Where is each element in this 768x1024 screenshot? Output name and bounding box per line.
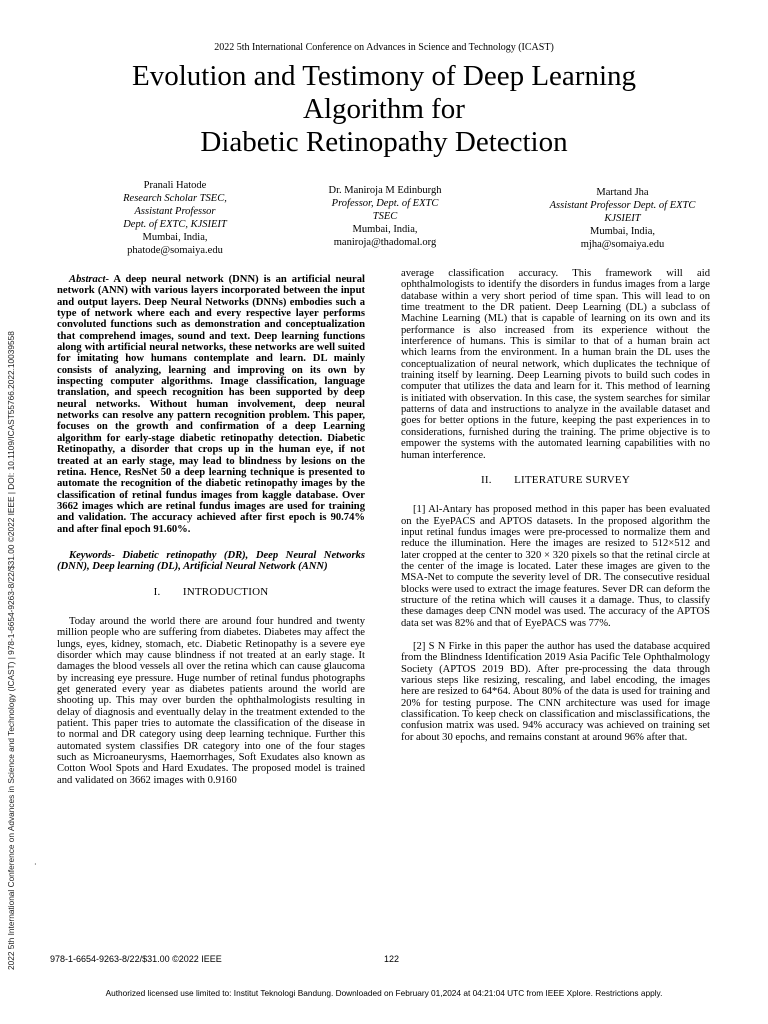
conference-header: 2022 5th International Conference on Advances in Science and Technology (ICAST) [214,42,554,53]
title-line: Diabetic Retinopathy Detection [200,126,568,158]
stray-dot: · [34,860,37,869]
author-email: maniroja@thadomal.org [333,237,437,248]
section-heading-literature: II. LITERATURE SURVEY [481,473,630,486]
page-number: 122 [384,954,400,964]
right-column [401,268,710,743]
author-email: mjha@somaiya.edu [580,239,665,250]
author-block-3 [525,186,720,251]
title-line: Algorithm for [303,93,465,125]
sidebar-text: 2022 5th International Conference on Advances in Science and Technology (ICAST) | 978-1-6654-9263-8/22/$31.00 ©2022 IEEE | DOI: 10.1109/ICAST55766.2022.10039558 [6,331,16,970]
abstract-text: A deep neural network (DNN) is an artificial neural network (ANN) with various layers incorporated between the input and output layers. Deep Neural Networks (DNNs) embodies such a type of network where each and every respective layer performs convoluted functions such as demonstration and conceptualization that comprehend images, sound and text. Deep learning functions along with artificial neural networks, these networks are well suited for imitating how humans contemplate and learn. DL mainly consists of analyzing, learning and improving on its own by inspecting computer algorithms. Image classification, language translation, and speech recognition has been supported by deep neural networks. Without human involvement, deep neural networks can resolve any pattern recognition problem. This paper, focuses on the growth and confirmation of a deep Learning algorithm for early-stage diabetic retinopathy detection. Diabetic Retinopathy, a disorder that crops up in the human eye, if not treated at an early stage, may lead to blindness by lesions on the retina. Hence, ResNet 50 a deep learning technique is presented to automate the recognition of the diabetic retinopathy images by the classification of retinal fundus images from kaggle database. Over 3662 images which are retinal fundus images are used for training and validation. The accuracy achieved after first epoch is 90.74% and after final epoch 91.60%. [57,274,365,535]
author-name: Dr. Maniroja M Edinburgh [328,185,442,196]
author-location: Mumbai, India, [352,224,418,235]
author-block-1 [100,179,250,257]
intro-continued: average classification accuracy. This framework will aid ophthalmologists to identify the disorders in fundus images from a large database within a very short period of time span. This will lead to on time treatment to the DR patient. Deep Learning (DL) a subclass of Machine Learning (ML) that is capable of learning on its own and its performance is also increased from its experience without the interference of humans. This is similar to that of a human brain act which learns from the environment. In a human brain the DL uses the conceptualization of neural network, which duplicates the technique of training itself by learning. Deep Learning pivots to build such codes in computer that utilizes the data and learn for it. This method of learning is initiated with observation. In this case, the system searches for similar patterns of data and instructions to analyze in the available dataset and goes for better options in the future, keeping the past experiences in to considerations, furnished during the training. The prime objective is to empower the systems with the automated learning capabilities with no human interference. [401,268,710,461]
abstract-label: Abstract- [69,274,110,285]
author-role: Assistant Professor Dept. of EXTC [549,200,696,211]
paper-title [60,60,708,159]
literature-paragraph-2: [2] S N Firke in this paper the author has used the database acquired from the Blindness Identification 2019 Asia Pacific Tele Ophthalmology Society (APTOS 2019 BD). After pre-processing the data through various steps like resizing, rescaling, and label encoding, the images here are resized to 64*64. About 80% of the data is used for training and 20% for testing purpose. The CNN architecture was used for image classification. To keep check on classification and misclassifications, the confusion matrix was used. 94% accuracy was achieved on training set for about 30 epochs, and remains constant at around 96% after that. [401,640,710,743]
abstract [57,274,365,535]
intro-paragraph: Today around the world there are around four hundred and twenty million people who are suffering from diabetes. Diabetes may affect the lungs, eyes, kidney, stomach, etc. Diabetic Retinopathy is a severe eye disorder which may cause blindness if not treated at an early stage. It damages the blood vessels all over the retina which can cause glaucoma by increasing eye pressure. Huge number of retinal fundus photographs get generated every year as diabetes patients around the world are shooting up. This may over burden the ophthalmologists resulting in delay of diagnosis and eventually delay in the treatment extended to the patient. This paper tries to automate the classification of the disease in to normal and DR category using deep learning technique. Further this automated system classifies DR category into one of the four stages such as Microaneurysms, Haemorrhages, Soft Exudates also known as Cotton Wool Spots and Hard Exudates. The proposed model is trained and validated on 3662 images with 0.9160 [57,615,365,786]
author-name: Pranali Hatode [143,180,207,191]
author-role: Assistant Professor [134,206,216,217]
author-location: Mumbai, India, [589,226,656,237]
footer-identifier: 978-1-6654-9263-8/22/$31.00 ©2022 IEEE [50,954,222,964]
keywords: Keywords- Diabetic retinopathy (DR), Deep Neural Networks (DNN), Deep learning (DL), Artificial Neural Network (ANN) [57,549,365,573]
author-role: KJSIEIT [604,213,641,224]
section-heading-introduction: I. INTRODUCTION [153,585,269,598]
literature-paragraph-1: [1] Al-Antary has proposed method in this paper has been evaluated on the EyePACS and APTOS datasets. In the proposed algorithm the input retinal fundus images were pre-processed to normalize them and reduce the illumination. Here the images are resized to 512×512 and later cropped at the center to 320 × 320 pixels so that the retinal circle at the center of the image is located. Later these images are given to the MSA-Net to compute the severity level of DR. The consecutive residual blocks were used to extract the image features. Sever DR can deform the structure of the retina which will causes it a damage. Thus, to classify these damages deep CNN model was used. The accuracy of the APTOS data set was 82% and that of EyePACS was 77%. [401,504,710,629]
author-email: phatode@somaiya.edu [127,245,223,256]
author-block-2 [305,184,465,249]
title-line: Evolution and Testimony of Deep Learning [131,60,637,92]
left-column [57,274,365,786]
author-role: Research Scholar TSEC, [123,193,227,204]
author-location: Mumbai, India, [142,232,208,243]
license-notice: Authorized licensed use limited to: Institut Teknologi Bandung. Downloaded on February 01,2024 at 04:21:04 UTC from IEEE Xplore. Restrictions apply. [105,988,663,998]
author-name: Martand Jha [596,187,649,198]
author-role: TSEC [372,211,398,222]
author-role: Dept. of EXTC, KJSIEIT [123,219,227,230]
author-role: Professor, Dept. of EXTC [331,198,439,209]
